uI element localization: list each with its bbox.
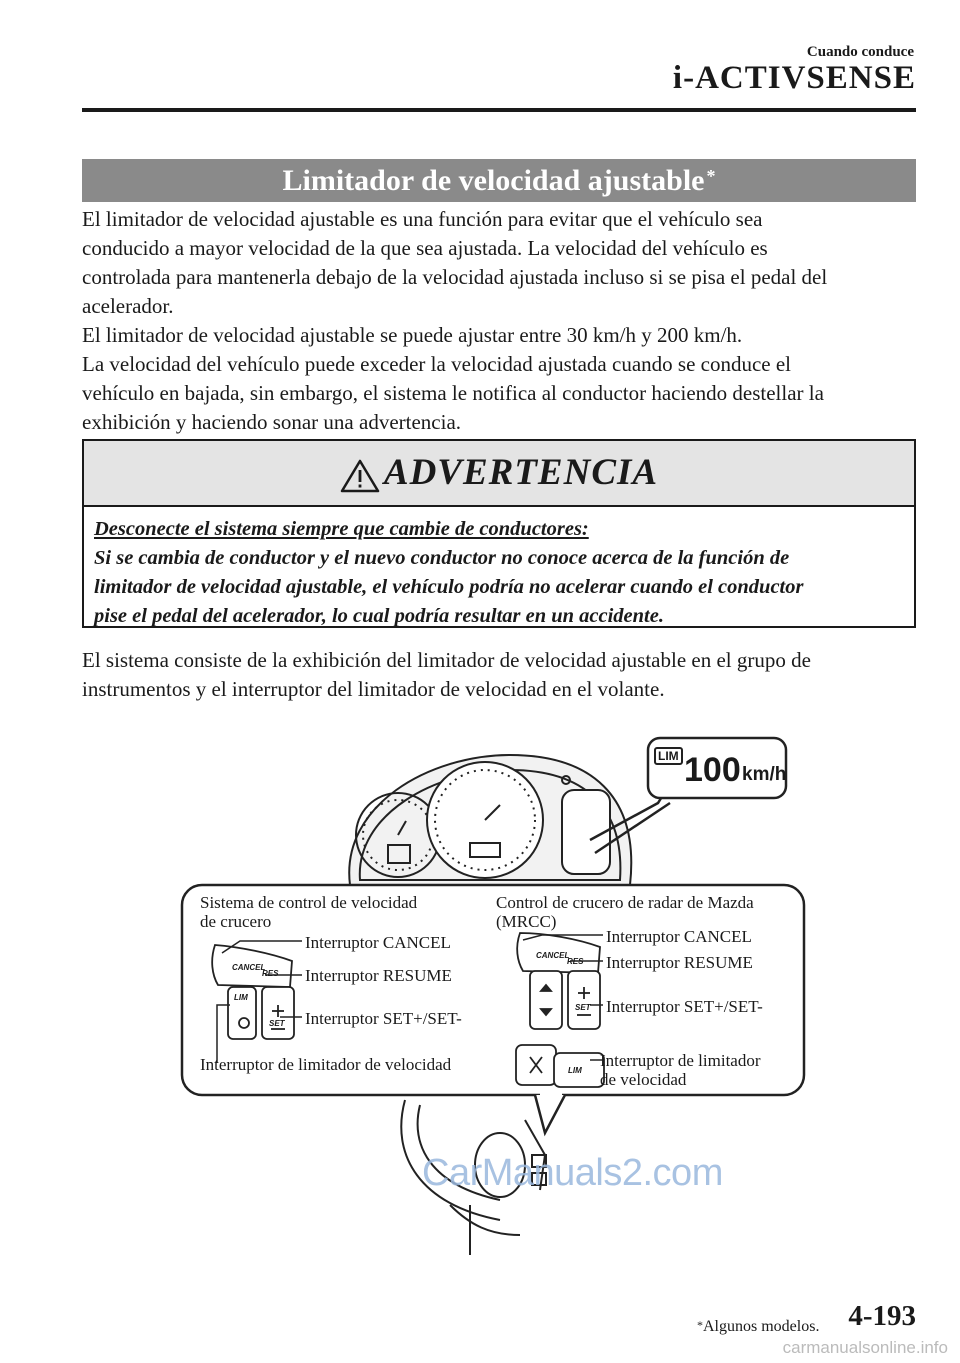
intro-line: conducido a mayor velocidad de la que sea ajustada. La velocidad del vehículo es	[82, 236, 768, 260]
right-switch-res-text: RES	[567, 957, 584, 966]
footer-site-watermark: carmanualsonline.info	[782, 1338, 948, 1357]
left-resume-label: Interruptor RESUME	[305, 966, 452, 985]
section-header: Cuando conduce	[806, 44, 914, 60]
left-switch-lim-text: LIM	[234, 993, 248, 1002]
page-number: 4-193	[848, 1300, 916, 1332]
right-cancel-label: Interruptor CANCEL	[606, 927, 752, 946]
left-cancel-label: Interruptor CANCEL	[305, 933, 451, 952]
header-rule	[82, 108, 916, 112]
right-switch-lim-text: LIM	[568, 1066, 582, 1075]
speed-unit: km/h	[742, 764, 787, 785]
left-set-label: Interruptor SET+/SET-	[305, 1009, 462, 1028]
warning-heading: Desconecte el sistema siempre que cambie de conductores:	[94, 518, 589, 540]
right-resume-label: Interruptor RESUME	[606, 953, 753, 972]
intro-paragraph	[82, 205, 916, 437]
warning-line: pise el pedal del acelerador, lo cual podría resultar en un accidente.	[94, 605, 664, 627]
intro-line: exhibición y haciendo sonar una advertencia.	[82, 410, 462, 434]
switch-diagram	[170, 735, 810, 1255]
intro-line: El limitador de velocidad ajustable es una función para evitar que el vehículo sea	[82, 207, 763, 231]
warning-line: Si se cambia de conductor y el nuevo conductor no conoce acerca de la función de	[94, 547, 790, 569]
right-limiter-label-line: de velocidad	[600, 1070, 687, 1089]
left-group-title-line: de crucero	[200, 912, 272, 931]
right-group-title-line: (MRCC)	[496, 912, 557, 931]
right-group-title	[496, 893, 754, 931]
panel-pointer	[535, 1095, 565, 1133]
left-group-title-line: Sistema de control de velocidad	[200, 893, 418, 912]
left-switch-cancel-text: CANCEL	[232, 963, 266, 972]
speed-readout	[654, 747, 787, 791]
section-title-bar	[82, 159, 916, 202]
right-limiter-label-line: Interruptor de limitador	[600, 1051, 761, 1070]
footer-star: *	[697, 1318, 703, 1332]
watermark-carmanuals: CarManuals2.com	[422, 1152, 723, 1194]
warning-header	[84, 441, 914, 507]
speed-value: 100	[684, 751, 741, 789]
system-paragraph	[82, 646, 916, 704]
right-set-label: Interruptor SET+/SET-	[606, 997, 763, 1016]
intro-line: vehículo en bajada, sin embargo, el sistema le notifica al conductor haciendo destellar la	[82, 381, 824, 405]
warning-box	[82, 439, 916, 628]
warning-triangle-icon	[340, 459, 380, 493]
some-models-star: *	[706, 166, 716, 186]
left-limiter-label: Interruptor de limitador de velocidad	[200, 1055, 452, 1074]
chapter-header: i-ACTIVSENSE	[672, 60, 916, 96]
right-switch-cancel-text: CANCEL	[536, 951, 570, 960]
right-group-title-line: Control de crucero de radar de Mazda	[496, 893, 754, 912]
warning-body	[84, 507, 914, 631]
intro-line: controlada para mantenerla debajo de la velocidad ajustada incluso si se pisa el pedal del	[82, 265, 828, 289]
system-line: instrumentos y el interruptor del limitador de velocidad en el volante.	[82, 677, 665, 701]
right-limiter-label	[600, 1051, 761, 1089]
left-group-title	[200, 893, 417, 931]
intro-line: La velocidad del vehículo puede exceder la velocidad ajustada cuando se conduce el	[82, 352, 792, 376]
intro-line: acelerador.	[82, 294, 174, 318]
warning-title: ADVERTENCIA	[383, 452, 659, 493]
left-switch-res-text: RES	[262, 969, 279, 978]
left-switch-set-text: SET	[269, 1019, 285, 1028]
footer-note	[697, 1318, 819, 1336]
instrument-cluster	[349, 755, 631, 885]
system-line: El sistema consiste de la exhibición del limitador de velocidad ajustable en el grupo de	[82, 648, 811, 672]
section-title: Limitador de velocidad ajustable	[282, 164, 705, 197]
footer-note-text: Algunos modelos.	[703, 1318, 820, 1335]
right-switch-set-text: SET	[575, 1003, 591, 1012]
intro-line: El limitador de velocidad ajustable se puede ajustar entre 30 km/h y 200 km/h.	[82, 323, 743, 347]
lim-badge: LIM	[654, 747, 683, 765]
warning-line: limitador de velocidad ajustable, el vehículo podría no acelerar cuando el conductor	[94, 576, 804, 598]
